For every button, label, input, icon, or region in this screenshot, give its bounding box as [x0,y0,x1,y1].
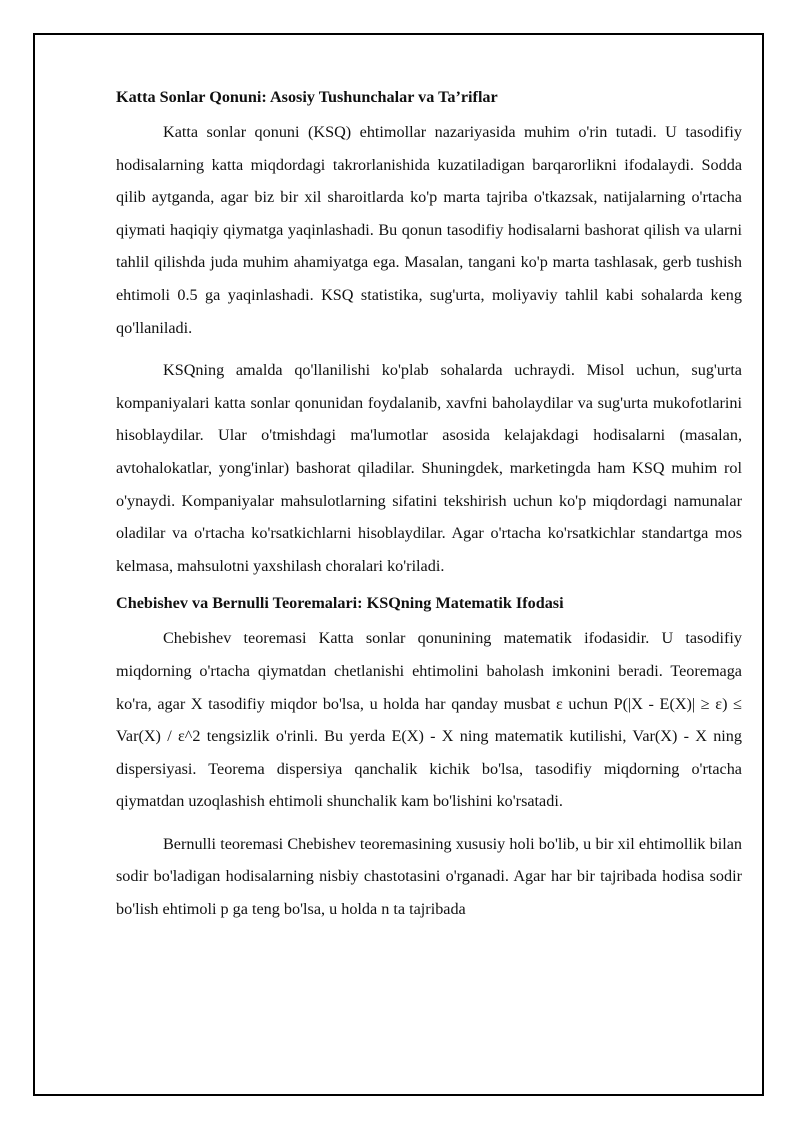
section-heading-law-of-large-numbers: Katta Sonlar Qonuni: Asosiy Tushunchalar va Ta’riflar [116,88,498,106]
paragraph-ksq-definition: Katta sonlar qonuni (KSQ) ehtimollar nazariyasida muhim o'rin tutadi. U tasodifiy hodisalarning katta miqdordagi takrorlanishida kuzatiladigan barqarorlikni ifodalaydi. Sodda qilib aytganda, agar biz bir xil sharoitlarda ko'p marta tajriba o'tkazsak, natijalarning o'rtacha qiymati haqiqiy qiymatga yaqinlashadi. Bu qonun tasodifiy hodisalarni bashorat qilish va ularni tahlil qilishda juda muhim ahamiyatga ega. Masalan, tangani ko'p marta tashlasak, gerb tushish ehtimoli 0.5 ga yaqinlashadi. KSQ statistika, sug'urta, moliyaviy tahlil kabi sohalarda keng qo'llaniladi. [116,123,742,337]
paragraph-bernoulli-theorem: Bernulli teoremasi Chebishev teoremasining xususiy holi bo'lib, u bir xil ehtimollik bilan sodir bo'ladigan hodisalarning nisbiy chastotasini o'rganadi. Agar har bir tajribada hodisa sodir bo'lish ehtimoli p ga teng bo'lsa, u holda n ta tajribada [116,834,742,919]
section-heading-chebyshev-bernoulli: Chebishev va Bernulli Teoremalari: KSQning Matematik Ifodasi [116,594,564,613]
document-body [116,86,742,926]
paragraph-ksq-applications: KSQning amalda qo'llanilishi ko'plab sohalarda uchraydi. Misol uchun, sug'urta kompaniyalari katta sonlar qonunidan foydalanib, xavfni baholaydilar va sug'urta mukofotlarini hisoblaydilar. Ular o'tmishdagi ma'lumotlar asosida kelajakdagi hodisalarni (masalan, avtohalokatlar, yong'inlar) bashorat qiladilar. Shuningdek, marketingda ham KSQ muhim rol o'ynaydi. Kompaniyalar mahsulotlarning sifatini tekshirish uchun ko'p miqdordagi namunalar oladilar va o'rtacha ko'rsatkichlarni hisoblaydilar. Agar o'rtacha ko'rsatkichlar standartga mos kelmasa, mahsulotni yaxshilash choralari ko'riladi. [116,361,742,575]
paragraph-chebyshev-theorem: Chebishev teoremasi Katta sonlar qonunining matematik ifodasidir. U tasodifiy miqdorning o'rtacha qiymatdan chetlanishi ehtimolini baholash imkonini beradi. Teoremaga ko'ra, agar X tasodifiy miqdor bo'lsa, u holda har qanday musbat ε uchun P(|X - E(X)| ≥ ε) ≤ Var(X) / ε^2 tengsizlik o'rinli. Bu yerda E(X) - X ning matematik kutilishi, Var(X) - X ning dispersiyasi. Teorema dispersiya qanchalik kichik bo'lsa, tasodifiy miqdorning o'rtacha qiymatdan uzoqlashish ehtimoli shunchalik kam bo'lishini ko'rsatadi. [116,629,742,811]
